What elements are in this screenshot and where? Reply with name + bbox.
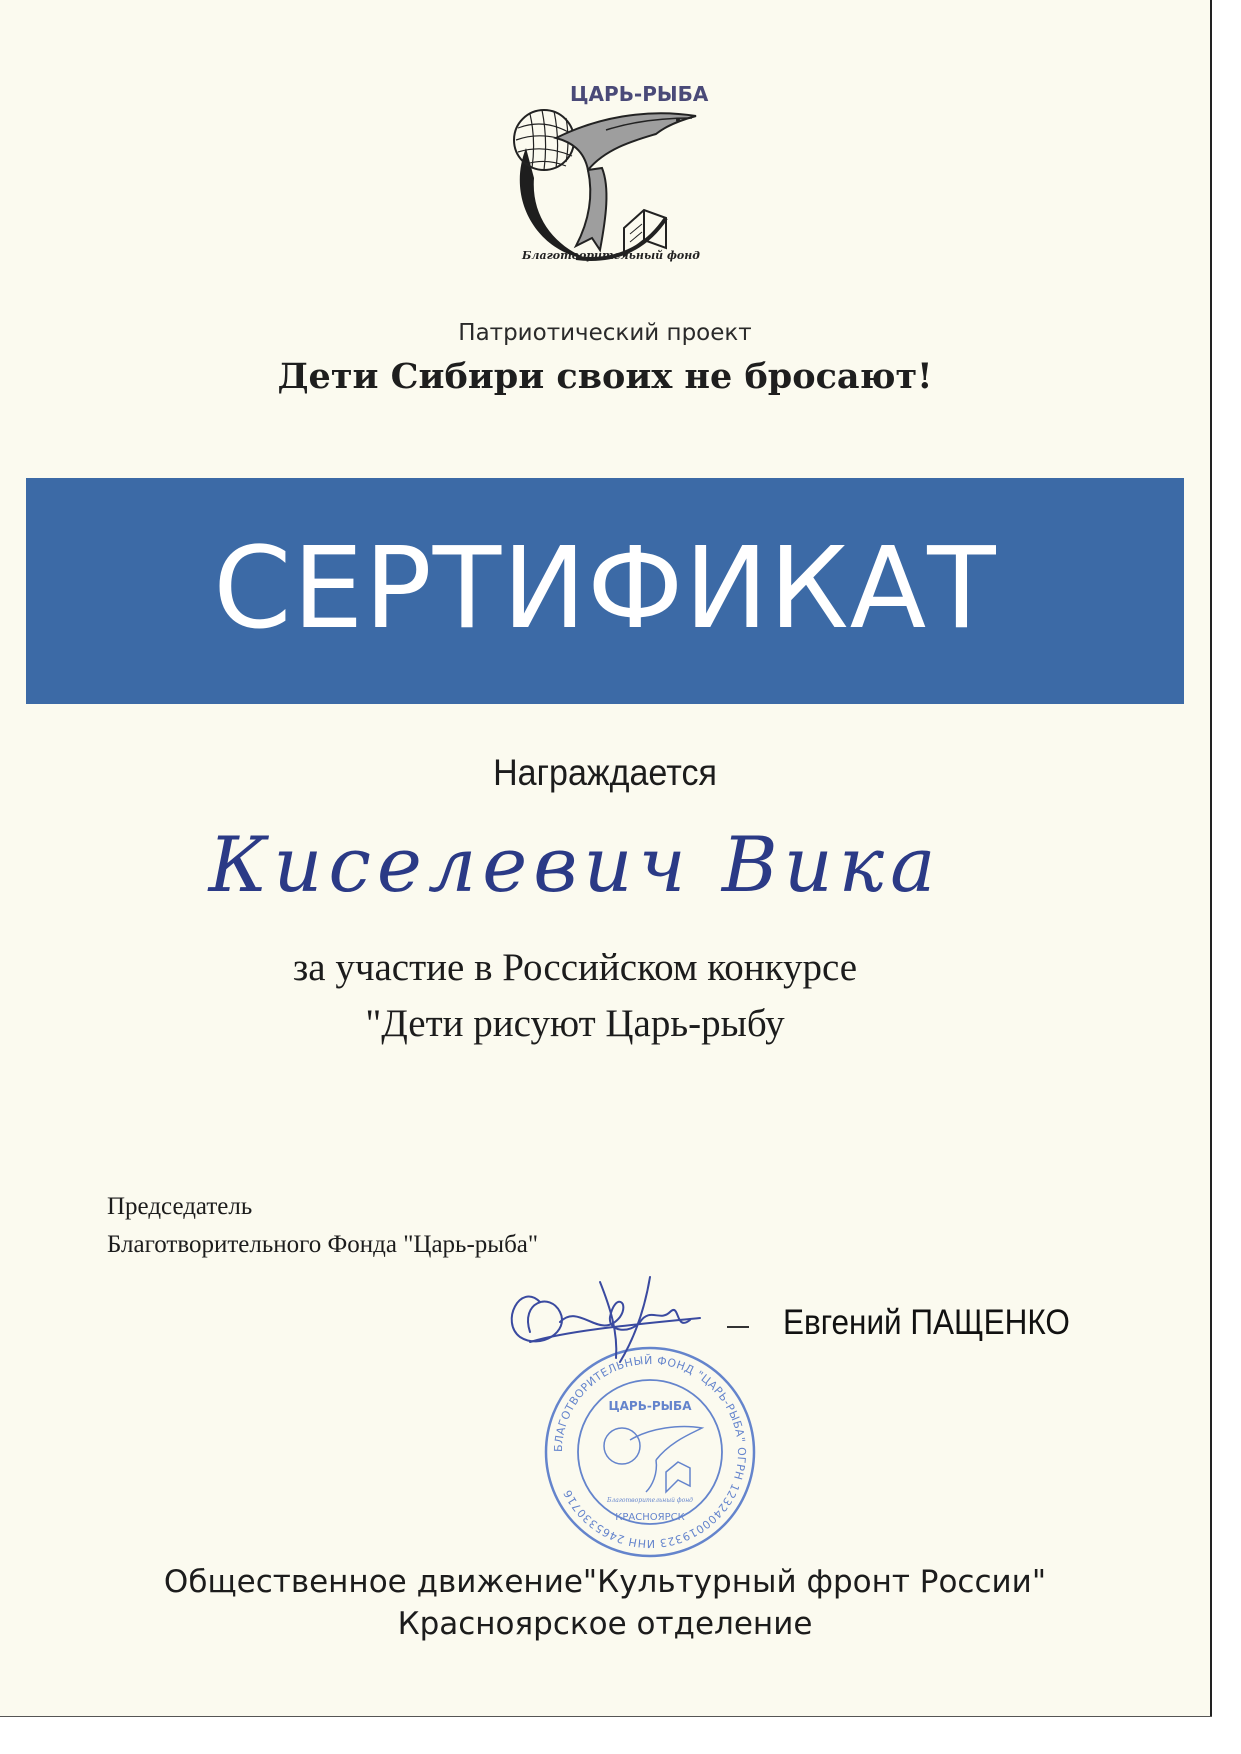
signature-icon	[500, 1262, 740, 1372]
signer-name: Евгений ПАЩЕНКО	[783, 1303, 1070, 1342]
stamp-center-title: ЦАРЬ-РЫБА	[608, 1399, 692, 1413]
scan-edge-bottom	[0, 1716, 1212, 1717]
chair-title-line-2: Благотворительного Фонда "Царь-рыба"	[107, 1231, 539, 1258]
organization-name: Общественное движение"Культурный фронт России"	[163, 1564, 1047, 1600]
stamp-center-subtitle: Благотворительный фонд	[607, 1497, 693, 1504]
awarded-label: Награждается	[493, 752, 717, 793]
award-reason-line-2: "Дети рисуют Царь-рыбу	[365, 1002, 785, 1045]
round-seal-icon	[540, 1342, 760, 1562]
recipient-name: Киселевич Вика	[208, 820, 942, 909]
signature-dash	[727, 1326, 749, 1328]
chair-title	[107, 1188, 538, 1264]
logo-subtitle: Благотворительный фонд	[522, 249, 700, 262]
organization-branch: Красноярское отделение	[397, 1606, 813, 1642]
stamp-ring-text: БЛАГОТВОРИТЕЛЬНЫЙ ФОНД "ЦАРЬ-РЫБА" ОГРН 1232400019323 ИНН 2465330716	[551, 1353, 749, 1551]
logo-title: ЦАРЬ-РЫБА	[570, 82, 709, 106]
stamp-city: КРАСНОЯРСК	[615, 1512, 685, 1523]
certificate-title: СЕРТИФИКАТ	[213, 524, 997, 654]
project-label: Патриотический проект	[458, 320, 752, 346]
certificate-banner	[26, 478, 1184, 704]
scan-edge-right	[1210, 0, 1212, 1716]
award-reason-line-1: за участие в Российском конкурсе	[292, 946, 858, 989]
chair-title-line-1: Председатель	[107, 1193, 253, 1220]
project-name: Дети Сибири своих не бросают!	[277, 356, 933, 397]
tsar-fish-logo-icon	[496, 78, 724, 278]
